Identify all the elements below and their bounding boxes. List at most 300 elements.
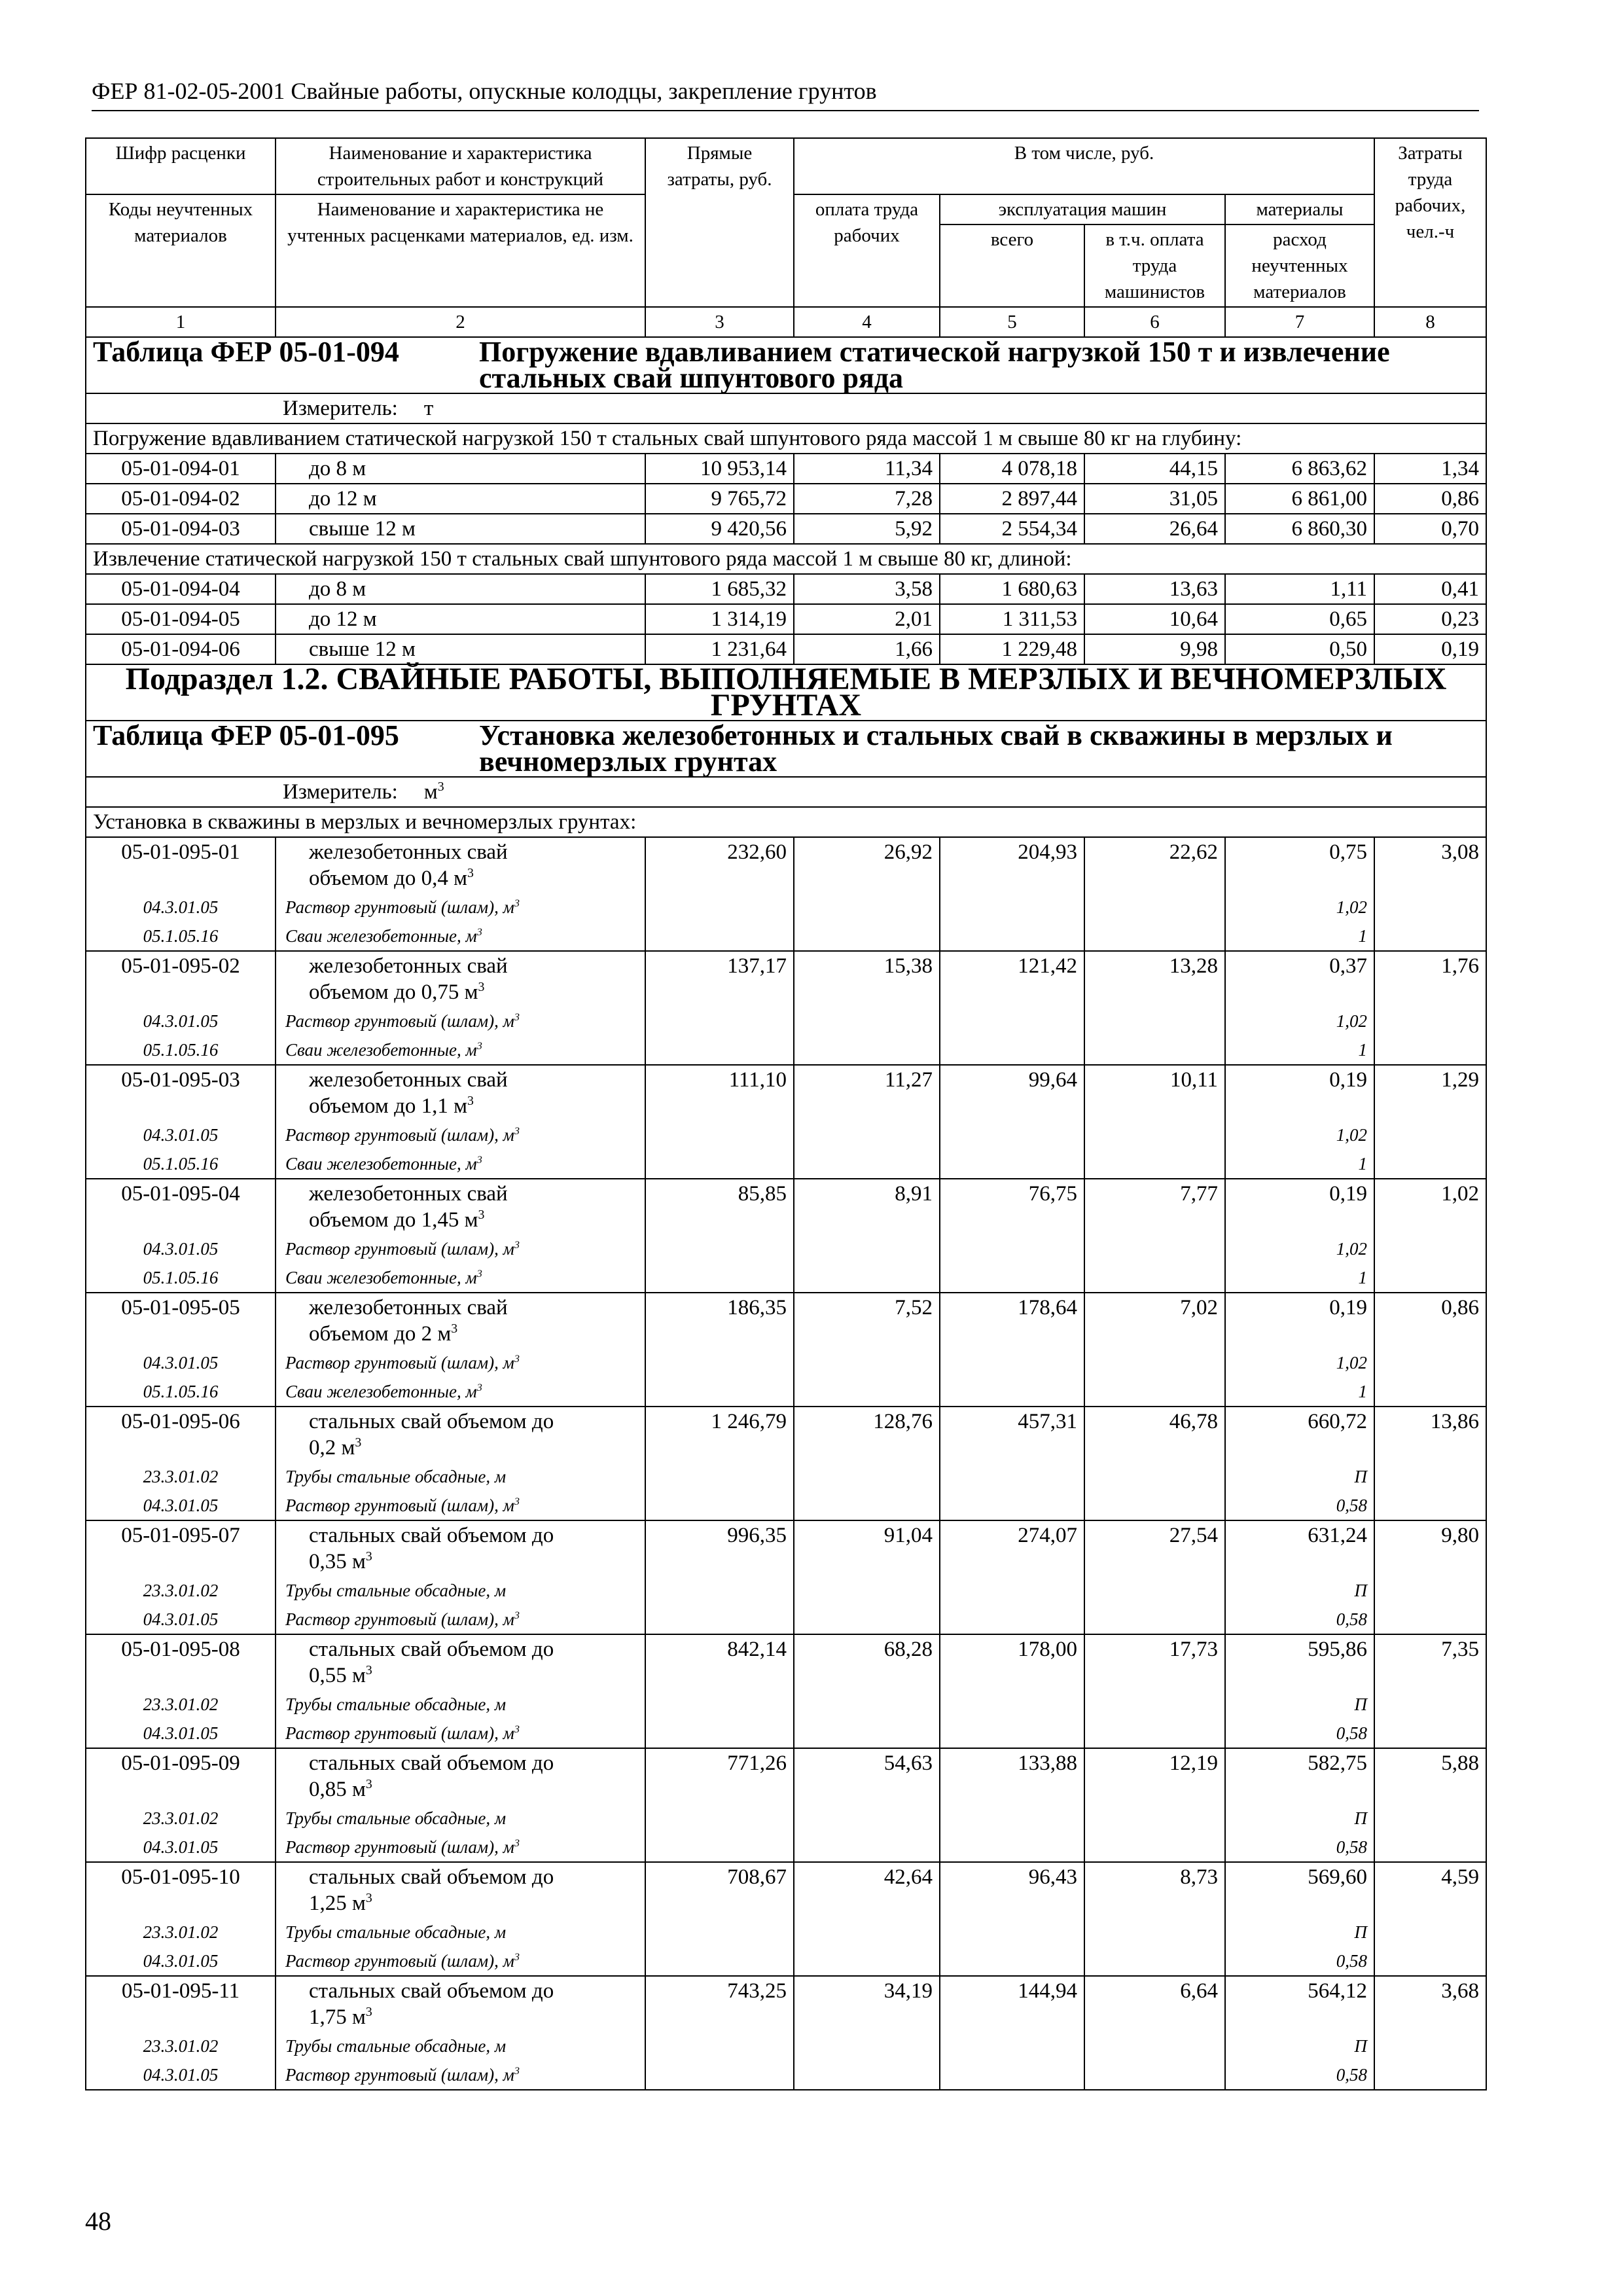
empty-cell xyxy=(1374,1719,1486,1748)
table-title: Установка железобетонных и стальных свай в скважины в мерзлых и вечномерзлых грунтах xyxy=(479,719,1393,778)
empty-cell xyxy=(1374,1833,1486,1862)
empty-cell xyxy=(645,2060,794,2090)
material-name xyxy=(276,1690,645,1719)
value-vt: 6,64 xyxy=(1084,1976,1225,2032)
value-vt: 27,54 xyxy=(1084,1520,1225,1576)
material-consumption: 1,02 xyxy=(1225,1121,1374,1149)
rate-name-line1: стальных свай объемом до xyxy=(309,1524,554,1547)
material-name-text: Сваи железобетонные, м xyxy=(285,1268,477,1287)
material-row xyxy=(86,1946,1486,1976)
empty-cell xyxy=(645,1377,794,1407)
material-row xyxy=(86,1462,1486,1491)
material-row xyxy=(86,922,1486,951)
table-row xyxy=(86,1862,1486,1918)
empty-cell xyxy=(1374,1234,1486,1263)
empty-cell xyxy=(645,1605,794,1634)
material-row xyxy=(86,1234,1486,1263)
rate-name-volume: 0,35 м xyxy=(309,1550,366,1573)
rate-code: 05-01-094-04 xyxy=(86,574,276,604)
measure-row xyxy=(86,393,1486,423)
value-vs: 1 311,53 xyxy=(940,604,1084,634)
empty-cell xyxy=(1374,2060,1486,2090)
material-code: 05.1.05.16 xyxy=(86,1149,276,1179)
value-tr: 0,19 xyxy=(1374,634,1486,664)
material-code: 23.3.01.02 xyxy=(86,2032,276,2060)
cubic-exponent: 3 xyxy=(451,1321,458,1336)
cubic-exponent: 3 xyxy=(478,1208,485,1222)
material-unit-exponent: 3 xyxy=(514,1951,520,1963)
group-note-row xyxy=(86,807,1486,837)
material-row xyxy=(86,1690,1486,1719)
material-unit-exponent: 3 xyxy=(514,1011,520,1023)
rate-name: до 8 м xyxy=(276,454,645,484)
column-number: 3 xyxy=(645,307,794,337)
material-row xyxy=(86,1007,1486,1035)
empty-cell xyxy=(1374,1918,1486,1946)
empty-cell xyxy=(1374,1946,1486,1976)
empty-cell xyxy=(794,1719,940,1748)
material-name xyxy=(276,1804,645,1833)
material-name xyxy=(276,1833,645,1862)
value-op: 26,92 xyxy=(794,837,940,893)
material-code: 05.1.05.16 xyxy=(86,1035,276,1065)
empty-cell xyxy=(940,1007,1084,1035)
empty-cell xyxy=(645,1348,794,1377)
value-mat: 0,65 xyxy=(1225,604,1374,634)
empty-cell xyxy=(794,1263,940,1293)
cubic-exponent: 3 xyxy=(478,980,485,994)
material-row xyxy=(86,2032,1486,2060)
table-name: Таблица ФЕР 05-01-094 xyxy=(93,336,399,368)
empty-cell xyxy=(1374,1491,1486,1520)
table-heading-row xyxy=(86,337,1486,393)
value-vt: 26,64 xyxy=(1084,514,1225,544)
table-title: Погружение вдавливанием статической нагрузкой 150 т и извлечение стальных свай шпунтового ряда xyxy=(479,336,1390,394)
rate-code: 05-01-095-09 xyxy=(86,1748,276,1804)
value-pr: 1 231,64 xyxy=(645,634,794,664)
material-row xyxy=(86,1804,1486,1833)
empty-cell xyxy=(1084,893,1225,922)
rate-name-line2 xyxy=(309,1435,638,1461)
empty-cell xyxy=(645,1690,794,1719)
empty-cell xyxy=(794,1918,940,1946)
rate-name: свыше 12 м xyxy=(276,514,645,544)
section-title: Подраздел 1.2. СВАЙНЫЕ РАБОТЫ, ВЫПОЛНЯЕМЫЕ В МЕРЗЛЫХ И ВЕЧНОМЕРЗЛЫХ ГРУНТАХ xyxy=(86,664,1486,721)
value-pr: 996,35 xyxy=(645,1520,794,1576)
material-name-text: Сваи железобетонные, м xyxy=(285,1040,477,1060)
value-vs: 133,88 xyxy=(940,1748,1084,1804)
material-code: 04.3.01.05 xyxy=(86,1719,276,1748)
table-row xyxy=(86,634,1486,664)
material-row xyxy=(86,1918,1486,1946)
material-code: 04.3.01.05 xyxy=(86,2060,276,2090)
material-name-text: Трубы стальные обсадные, м xyxy=(285,2036,507,2056)
value-tr: 9,80 xyxy=(1374,1520,1486,1576)
rate-name xyxy=(276,951,645,1007)
empty-cell xyxy=(1084,1263,1225,1293)
material-consumption: 0,58 xyxy=(1225,1833,1374,1862)
rate-name xyxy=(276,1293,645,1348)
empty-cell xyxy=(1374,1605,1486,1634)
col-header-machines: эксплуатация машин xyxy=(940,194,1225,224)
material-name xyxy=(276,1007,645,1035)
value-vs: 178,64 xyxy=(940,1293,1084,1348)
value-vs: 144,94 xyxy=(940,1976,1084,2032)
empty-cell xyxy=(940,1719,1084,1748)
empty-cell xyxy=(645,922,794,951)
group-note-row xyxy=(86,544,1486,574)
empty-cell xyxy=(794,2060,940,2090)
material-code: 04.3.01.05 xyxy=(86,1121,276,1149)
material-row xyxy=(86,1491,1486,1520)
rate-name-line2 xyxy=(309,979,638,1005)
col-header-name-works: Наименование и характеристика строительных работ и конструкций xyxy=(276,138,645,194)
material-unit-exponent: 3 xyxy=(476,1154,482,1166)
rate-name-line1: стальных свай объемом до xyxy=(309,1751,554,1775)
material-row xyxy=(86,1149,1486,1179)
cubic-exponent: 3 xyxy=(467,866,474,880)
empty-cell xyxy=(645,1263,794,1293)
rate-name-line1: стальных свай объемом до xyxy=(309,1410,554,1433)
measure-unit xyxy=(424,780,444,804)
material-code: 23.3.01.02 xyxy=(86,1690,276,1719)
value-op: 5,92 xyxy=(794,514,940,544)
value-op: 7,52 xyxy=(794,1293,940,1348)
rate-name-volume: 0,85 м xyxy=(309,1778,366,1801)
empty-cell xyxy=(1084,1149,1225,1179)
empty-cell xyxy=(645,2032,794,2060)
empty-cell xyxy=(940,1263,1084,1293)
empty-cell xyxy=(794,2032,940,2060)
material-unit-exponent: 3 xyxy=(514,897,520,909)
page-number: 48 xyxy=(85,2206,111,2236)
rate-name xyxy=(276,1634,645,1690)
empty-cell xyxy=(1374,1462,1486,1491)
group-note-row xyxy=(86,423,1486,454)
material-name xyxy=(276,1605,645,1634)
material-code: 05.1.05.16 xyxy=(86,1377,276,1407)
empty-cell xyxy=(1084,1605,1225,1634)
value-tr: 5,88 xyxy=(1374,1748,1486,1804)
rate-name xyxy=(276,1520,645,1576)
empty-cell xyxy=(940,1576,1084,1605)
material-code: 04.3.01.05 xyxy=(86,1946,276,1976)
empty-cell xyxy=(940,1946,1084,1976)
value-op: 15,38 xyxy=(794,951,940,1007)
empty-cell xyxy=(645,1462,794,1491)
value-vs: 2 554,34 xyxy=(940,514,1084,544)
measure-unit xyxy=(424,397,433,420)
material-row xyxy=(86,1719,1486,1748)
value-vs: 1 680,63 xyxy=(940,574,1084,604)
rate-name xyxy=(276,1862,645,1918)
material-name xyxy=(276,2060,645,2090)
empty-cell xyxy=(940,2032,1084,2060)
empty-cell xyxy=(794,1234,940,1263)
table-row xyxy=(86,1634,1486,1690)
cubic-exponent: 3 xyxy=(467,1094,474,1108)
material-row xyxy=(86,1121,1486,1149)
empty-cell xyxy=(645,1234,794,1263)
table-row xyxy=(86,837,1486,893)
empty-cell xyxy=(1084,1719,1225,1748)
empty-cell xyxy=(645,1007,794,1035)
material-unit-exponent: 3 xyxy=(476,926,482,938)
empty-cell xyxy=(940,1377,1084,1407)
empty-cell xyxy=(794,1946,940,1976)
group-note: Установка в скважины в мерзлых и вечномерзлых грунтах: xyxy=(86,807,1486,837)
value-op: 2,01 xyxy=(794,604,940,634)
empty-cell xyxy=(940,1348,1084,1377)
empty-cell xyxy=(1084,1035,1225,1065)
material-consumption: 1 xyxy=(1225,1263,1374,1293)
rate-code: 05-01-095-03 xyxy=(86,1065,276,1121)
cubic-exponent: 3 xyxy=(365,1891,372,1905)
rate-name-line2 xyxy=(309,1549,638,1575)
column-number: 7 xyxy=(1225,307,1374,337)
material-code: 23.3.01.02 xyxy=(86,1804,276,1833)
value-mat: 0,50 xyxy=(1225,634,1374,664)
material-unit-exponent: 3 xyxy=(514,1837,520,1849)
value-pr: 1 246,79 xyxy=(645,1407,794,1462)
empty-cell xyxy=(1374,1804,1486,1833)
section-heading-row xyxy=(86,664,1486,721)
material-name xyxy=(276,1576,645,1605)
empty-cell xyxy=(1084,1690,1225,1719)
value-vt: 7,02 xyxy=(1084,1293,1225,1348)
value-vt: 10,11 xyxy=(1084,1065,1225,1121)
empty-cell xyxy=(794,1348,940,1377)
rate-code: 05-01-095-02 xyxy=(86,951,276,1007)
value-op: 68,28 xyxy=(794,1634,940,1690)
material-unit-exponent: 3 xyxy=(514,1125,520,1137)
rate-name-line2 xyxy=(309,1321,638,1347)
material-consumption: П xyxy=(1225,1804,1374,1833)
empty-cell xyxy=(1084,1377,1225,1407)
material-unit-exponent: 3 xyxy=(476,1040,482,1052)
value-vt: 46,78 xyxy=(1084,1407,1225,1462)
rate-name-volume: 0,55 м xyxy=(309,1664,366,1687)
empty-cell xyxy=(940,893,1084,922)
empty-cell xyxy=(645,1804,794,1833)
col-header-unaccounted: расход неучтенных материалов xyxy=(1225,224,1374,307)
empty-cell xyxy=(645,1833,794,1862)
material-name-text: Раствор грунтовый (шлам), м xyxy=(285,1011,514,1031)
empty-cell xyxy=(940,1491,1084,1520)
material-consumption: 0,58 xyxy=(1225,1719,1374,1748)
material-code: 23.3.01.02 xyxy=(86,1918,276,1946)
empty-cell xyxy=(940,1234,1084,1263)
rate-name: до 12 м xyxy=(276,604,645,634)
rate-name-line1: стальных свай объемом до xyxy=(309,1865,554,1889)
value-mat: 0,19 xyxy=(1225,1293,1374,1348)
col-header-direct-costs: Прямые затраты, руб. xyxy=(645,138,794,307)
rate-name-volume: объемом до 0,4 м xyxy=(309,867,467,890)
material-name xyxy=(276,1946,645,1976)
empty-cell xyxy=(940,1833,1084,1862)
material-row xyxy=(86,1605,1486,1634)
rate-name-line1: железобетонных свай xyxy=(309,1182,508,1206)
rate-name-line2 xyxy=(309,1662,638,1689)
value-tr: 0,23 xyxy=(1374,604,1486,634)
empty-cell xyxy=(645,1149,794,1179)
value-mat: 6 863,62 xyxy=(1225,454,1374,484)
rate-code: 05-01-095-07 xyxy=(86,1520,276,1576)
rate-name-line1: железобетонных свай xyxy=(309,1296,508,1319)
empty-cell xyxy=(1374,922,1486,951)
rate-name-line1: стальных свай объемом до xyxy=(309,1638,554,1661)
col-header-name-materials: Наименование и характеристика не учтенных расценками материалов, ед. изм. xyxy=(276,194,645,307)
empty-cell xyxy=(794,1035,940,1065)
rate-code: 05-01-095-11 xyxy=(86,1976,276,2032)
rate-code: 05-01-094-02 xyxy=(86,484,276,514)
empty-cell xyxy=(1374,1149,1486,1179)
rate-name: до 12 м xyxy=(276,484,645,514)
empty-cell xyxy=(1084,1918,1225,1946)
table-row xyxy=(86,1407,1486,1462)
material-code: 04.3.01.05 xyxy=(86,1833,276,1862)
column-numbers-row xyxy=(86,307,1486,337)
material-name xyxy=(276,1462,645,1491)
value-mat: 660,72 xyxy=(1225,1407,1374,1462)
cubic-exponent: 3 xyxy=(355,1435,362,1450)
value-vt: 9,98 xyxy=(1084,634,1225,664)
rate-code: 05-01-094-03 xyxy=(86,514,276,544)
value-tr: 7,35 xyxy=(1374,1634,1486,1690)
material-name xyxy=(276,2032,645,2060)
empty-cell xyxy=(1084,1348,1225,1377)
empty-cell xyxy=(1374,1576,1486,1605)
material-code: 04.3.01.05 xyxy=(86,1605,276,1634)
rate-name-line1: железобетонных свай xyxy=(309,840,508,864)
rate-name-volume: объемом до 0,75 м xyxy=(309,980,478,1004)
table-row xyxy=(86,1065,1486,1121)
empty-cell xyxy=(1084,922,1225,951)
material-name-text: Раствор грунтовый (шлам), м xyxy=(285,1239,514,1259)
material-unit-exponent: 3 xyxy=(514,1496,520,1507)
empty-cell xyxy=(794,1491,940,1520)
rate-code: 05-01-095-10 xyxy=(86,1862,276,1918)
value-vs: 204,93 xyxy=(940,837,1084,893)
value-tr: 3,68 xyxy=(1374,1976,1486,2032)
empty-cell xyxy=(794,1690,940,1719)
running-header: ФЕР 81-02-05-2001 Свайные работы, опускные колодцы, закрепление грунтов xyxy=(92,77,1479,111)
material-code: 23.3.01.02 xyxy=(86,1462,276,1491)
col-header-codes: Коды неучтенных материалов xyxy=(86,194,276,307)
material-name-text: Раствор грунтовый (шлам), м xyxy=(285,1353,514,1372)
material-name xyxy=(276,1377,645,1407)
material-name xyxy=(276,1149,645,1179)
value-pr: 708,67 xyxy=(645,1862,794,1918)
value-mat: 1,11 xyxy=(1225,574,1374,604)
table-row xyxy=(86,484,1486,514)
material-name-text: Трубы стальные обсадные, м xyxy=(285,1922,507,1942)
material-name-text: Сваи железобетонные, м xyxy=(285,1154,477,1174)
value-op: 11,27 xyxy=(794,1065,940,1121)
value-mat: 631,24 xyxy=(1225,1520,1374,1576)
col-header-shifr: Шифр расценки xyxy=(86,138,276,194)
empty-cell xyxy=(794,1121,940,1149)
material-name-text: Раствор грунтовый (шлам), м xyxy=(285,1837,514,1857)
material-consumption: П xyxy=(1225,2032,1374,2060)
material-name-text: Трубы стальные обсадные, м xyxy=(285,1467,507,1486)
value-pr: 10 953,14 xyxy=(645,454,794,484)
empty-cell xyxy=(1374,1007,1486,1035)
empty-cell xyxy=(940,1035,1084,1065)
rate-code: 05-01-095-01 xyxy=(86,837,276,893)
table-row xyxy=(86,604,1486,634)
value-vt: 13,28 xyxy=(1084,951,1225,1007)
value-vs: 178,00 xyxy=(940,1634,1084,1690)
material-code: 05.1.05.16 xyxy=(86,1263,276,1293)
value-vs: 99,64 xyxy=(940,1065,1084,1121)
value-vt: 10,64 xyxy=(1084,604,1225,634)
material-name-text: Раствор грунтовый (шлам), м xyxy=(285,897,514,917)
material-code: 05.1.05.16 xyxy=(86,922,276,951)
value-vt: 12,19 xyxy=(1084,1748,1225,1804)
value-pr: 9 420,56 xyxy=(645,514,794,544)
empty-cell xyxy=(645,1576,794,1605)
empty-cell xyxy=(940,2060,1084,2090)
material-row xyxy=(86,1833,1486,1862)
value-op: 34,19 xyxy=(794,1976,940,2032)
empty-cell xyxy=(1374,1348,1486,1377)
measure-label: Измеритель: xyxy=(283,397,398,420)
empty-cell xyxy=(794,1804,940,1833)
material-name-text: Трубы стальные обсадные, м xyxy=(285,1581,507,1600)
rate-code: 05-01-094-01 xyxy=(86,454,276,484)
value-vs: 457,31 xyxy=(940,1407,1084,1462)
empty-cell xyxy=(1084,1804,1225,1833)
empty-cell xyxy=(940,1605,1084,1634)
rate-name-line2 xyxy=(309,1207,638,1233)
value-op: 8,91 xyxy=(794,1179,940,1234)
rate-name-volume: объемом до 1,45 м xyxy=(309,1208,478,1232)
value-mat: 595,86 xyxy=(1225,1634,1374,1690)
column-number: 2 xyxy=(276,307,645,337)
cubic-exponent: 3 xyxy=(365,1663,372,1677)
empty-cell xyxy=(1374,1263,1486,1293)
table-row xyxy=(86,1293,1486,1348)
empty-cell xyxy=(1374,2032,1486,2060)
empty-cell xyxy=(645,1035,794,1065)
material-code: 04.3.01.05 xyxy=(86,1234,276,1263)
value-vs: 2 897,44 xyxy=(940,484,1084,514)
empty-cell xyxy=(1084,1121,1225,1149)
empty-cell xyxy=(940,1804,1084,1833)
col-header-labor: Затраты труда рабочих, чел.-ч xyxy=(1374,138,1486,307)
group-note: Извлечение статической нагрузкой 150 т стальных свай шпунтового ряда массой 1 м свыше 80 кг, длиной: xyxy=(86,544,1486,574)
rates-table xyxy=(85,137,1487,2090)
value-vt: 7,77 xyxy=(1084,1179,1225,1234)
empty-cell xyxy=(794,1576,940,1605)
value-tr: 0,86 xyxy=(1374,1293,1486,1348)
value-tr: 13,86 xyxy=(1374,1407,1486,1462)
col-header-machinist-wages: в т.ч. оплата труда машинистов xyxy=(1084,224,1225,307)
value-tr: 1,29 xyxy=(1374,1065,1486,1121)
material-name xyxy=(276,1348,645,1377)
col-header-wages: оплата труда рабочих xyxy=(794,194,940,307)
rate-name-volume: 0,2 м xyxy=(309,1436,355,1460)
rate-name-line2 xyxy=(309,1093,638,1119)
empty-cell xyxy=(940,1690,1084,1719)
rate-name xyxy=(276,837,645,893)
material-name-text: Раствор грунтовый (шлам), м xyxy=(285,1723,514,1743)
empty-cell xyxy=(940,1462,1084,1491)
material-consumption: 1 xyxy=(1225,1035,1374,1065)
material-name-text: Раствор грунтовый (шлам), м xyxy=(285,1951,514,1971)
column-number: 8 xyxy=(1374,307,1486,337)
